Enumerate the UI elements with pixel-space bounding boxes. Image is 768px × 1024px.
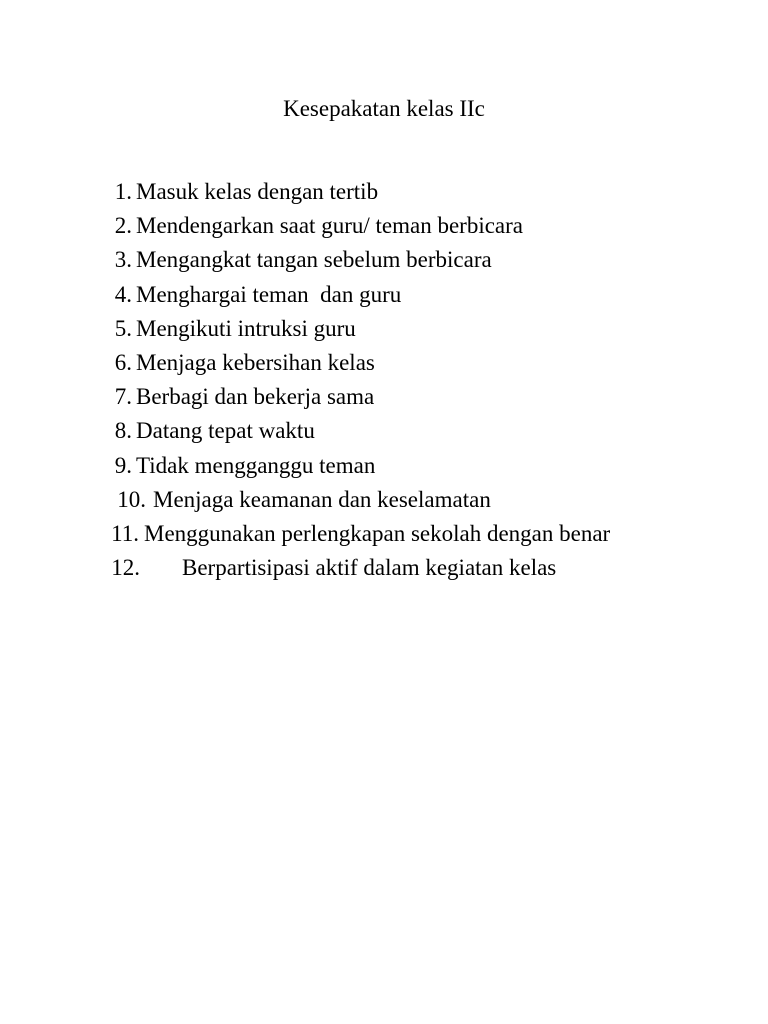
list-item-text: Datang tepat waktu bbox=[136, 418, 315, 444]
list-item-number: 6. bbox=[114, 349, 132, 375]
list-item-text: Menghargai teman dan guru bbox=[136, 281, 402, 307]
list-item-text: Menjaga kebersihan kelas bbox=[136, 349, 375, 375]
list-item-number: 3. bbox=[114, 247, 132, 273]
list-item bbox=[0, 451, 768, 485]
list-item-number: 4. bbox=[114, 281, 132, 307]
list-item-text: Menjaga keamanan dan keselamatan bbox=[153, 486, 491, 512]
list-item bbox=[0, 177, 768, 211]
list-item bbox=[0, 280, 768, 314]
list-item-text: Menggunakan perlengkapan sekolah dengan benar bbox=[144, 520, 611, 546]
list-item-text: Tidak mengganggu teman bbox=[136, 452, 376, 478]
document-title: Kesepakatan kelas IIc bbox=[283, 96, 485, 121]
list-item-text: Mengikuti intruksi guru bbox=[136, 315, 356, 341]
list-item-number: 7. bbox=[114, 384, 132, 410]
list-item bbox=[0, 519, 768, 553]
list-item-number: 12. bbox=[111, 555, 140, 581]
list-item-number: 2. bbox=[114, 213, 132, 239]
list-item-text: Mendengarkan saat guru/ teman berbicara bbox=[136, 213, 523, 239]
list-item bbox=[0, 211, 768, 245]
list-item bbox=[0, 485, 768, 519]
list-item-number: 10. bbox=[117, 486, 146, 512]
list-item-number: 9. bbox=[114, 452, 132, 478]
list-item-number: 11. bbox=[111, 520, 139, 546]
list-item-text: Masuk kelas dengan tertib bbox=[136, 179, 379, 204]
list-item bbox=[0, 416, 768, 450]
agreement-list bbox=[0, 177, 768, 587]
list-item-text: Berpartisipasi aktif dalam kegiatan kelas bbox=[182, 555, 557, 581]
list-item bbox=[0, 553, 768, 587]
list-item bbox=[0, 348, 768, 382]
list-item-number: 1. bbox=[114, 179, 132, 204]
list-item-number: 5. bbox=[114, 315, 132, 341]
list-item bbox=[0, 382, 768, 416]
list-item-text: Mengangkat tangan sebelum berbicara bbox=[136, 247, 492, 273]
list-item bbox=[0, 245, 768, 279]
list-item-number: 8. bbox=[114, 418, 132, 444]
list-item bbox=[0, 314, 768, 348]
list-item-text: Berbagi dan bekerja sama bbox=[136, 384, 375, 410]
